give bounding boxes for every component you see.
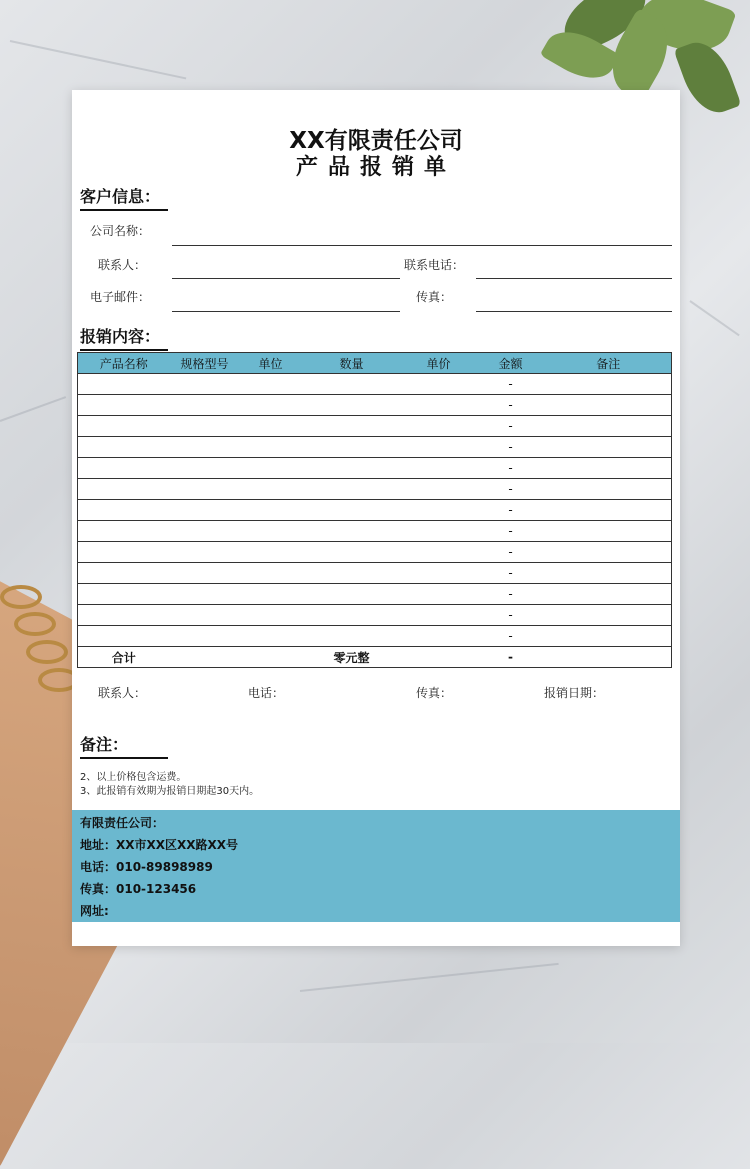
table-cell[interactable] — [302, 395, 402, 416]
table-cell[interactable] — [546, 479, 672, 500]
notebook-ring — [14, 612, 56, 636]
table-cell[interactable] — [240, 542, 302, 563]
contact-field[interactable] — [172, 278, 400, 279]
table-cell[interactable] — [78, 584, 170, 605]
table-row — [78, 542, 672, 563]
note-line: 3、此报销有效期为报销日期起30天内。 — [80, 786, 260, 797]
table-row — [78, 458, 672, 479]
table-row — [78, 584, 672, 605]
notebook-ring — [26, 640, 68, 664]
table-cell[interactable] — [402, 626, 476, 647]
signoff-contact-label: 联系人： — [98, 686, 147, 700]
table-cell[interactable] — [546, 605, 672, 626]
marble-vein — [10, 40, 186, 79]
table-cell[interactable] — [402, 395, 476, 416]
table-cell[interactable] — [402, 521, 476, 542]
items-table — [77, 352, 672, 668]
table-cell[interactable] — [546, 563, 672, 584]
table-row — [78, 521, 672, 542]
table-cell[interactable] — [546, 416, 672, 437]
table-cell[interactable] — [78, 374, 170, 395]
table-row — [78, 605, 672, 626]
table-cell[interactable] — [402, 479, 476, 500]
table-cell[interactable] — [240, 500, 302, 521]
notes-heading: 备注： — [80, 732, 168, 759]
note-line: 2、以上价格包含运费。 — [80, 772, 187, 783]
email-field[interactable] — [172, 311, 400, 312]
table-cell[interactable] — [240, 374, 302, 395]
table-cell[interactable] — [546, 395, 672, 416]
table-cell[interactable] — [170, 416, 240, 437]
table-row — [78, 500, 672, 521]
table-cell[interactable] — [78, 626, 170, 647]
table-cell[interactable] — [170, 563, 240, 584]
total-amount-words: 零元整 — [333, 650, 370, 665]
table-cell[interactable] — [302, 458, 402, 479]
table-cell — [170, 647, 240, 668]
table-cell[interactable]: - — [476, 416, 546, 437]
table-cell[interactable] — [546, 437, 672, 458]
table-cell[interactable] — [546, 542, 672, 563]
table-cell[interactable] — [546, 374, 672, 395]
table-cell[interactable] — [240, 521, 302, 542]
table-cell[interactable]: - — [476, 479, 546, 500]
table-cell[interactable]: - — [476, 605, 546, 626]
table-cell[interactable] — [546, 521, 672, 542]
form-paper — [72, 90, 680, 946]
table-cell[interactable] — [302, 605, 402, 626]
table-cell[interactable] — [402, 416, 476, 437]
table-cell[interactable] — [302, 416, 402, 437]
table-cell[interactable] — [240, 395, 302, 416]
contact-address: 地址：XX市XX区XX路XX号 — [80, 838, 239, 852]
table-cell[interactable] — [78, 458, 170, 479]
marble-vein — [300, 963, 559, 992]
table-cell[interactable] — [302, 584, 402, 605]
items-heading: 报销内容： — [80, 324, 168, 351]
table-cell[interactable] — [302, 479, 402, 500]
table-cell[interactable] — [78, 521, 170, 542]
table-cell[interactable] — [546, 458, 672, 479]
table-cell[interactable] — [170, 500, 240, 521]
table-header-row — [78, 353, 672, 374]
table-cell[interactable] — [402, 605, 476, 626]
table-row — [78, 437, 672, 458]
table-cell[interactable] — [170, 521, 240, 542]
table-cell — [240, 647, 302, 668]
table-cell[interactable]: - — [476, 437, 546, 458]
table-cell[interactable] — [402, 500, 476, 521]
table-cell[interactable] — [78, 563, 170, 584]
table-cell[interactable]: - — [476, 374, 546, 395]
table-cell[interactable] — [170, 479, 240, 500]
table-cell — [546, 647, 672, 668]
table-cell[interactable] — [78, 605, 170, 626]
company-name-field[interactable] — [172, 245, 672, 246]
table-cell[interactable] — [402, 374, 476, 395]
table-cell[interactable] — [402, 563, 476, 584]
table-cell[interactable] — [546, 626, 672, 647]
table-cell[interactable]: - — [476, 584, 546, 605]
signoff-fax-label: 传真： — [416, 686, 453, 700]
table-cell[interactable] — [240, 563, 302, 584]
table-row — [78, 374, 672, 395]
table-cell[interactable] — [78, 479, 170, 500]
fax-label: 传真： — [416, 290, 453, 304]
table-row — [78, 416, 672, 437]
table-cell[interactable] — [78, 395, 170, 416]
table-row — [78, 479, 672, 500]
contact-website: 网址: — [80, 904, 109, 918]
table-cell[interactable] — [302, 437, 402, 458]
contact-fax: 传真：010-123456 — [80, 882, 197, 896]
table-cell[interactable] — [302, 563, 402, 584]
table-cell[interactable] — [170, 395, 240, 416]
contact-box — [72, 810, 680, 922]
table-cell[interactable]: - — [476, 521, 546, 542]
table-cell[interactable] — [240, 584, 302, 605]
contact-label: 联系人： — [98, 258, 147, 272]
phone-label: 联系电话： — [404, 258, 465, 272]
table-cell[interactable]: - — [476, 542, 546, 563]
table-cell[interactable] — [402, 542, 476, 563]
table-cell[interactable] — [302, 626, 402, 647]
signoff-phone-label: 电话： — [248, 686, 285, 700]
table-cell[interactable] — [402, 584, 476, 605]
total-label: 合计 — [111, 650, 136, 665]
column-header: 规格型号 — [170, 353, 240, 374]
table-cell[interactable] — [402, 458, 476, 479]
table-cell[interactable] — [170, 542, 240, 563]
column-header: 金额 — [476, 353, 546, 374]
table-cell[interactable] — [170, 605, 240, 626]
company-title: XX有限责任公司 — [289, 128, 463, 154]
table-cell[interactable] — [240, 626, 302, 647]
phone-field[interactable] — [476, 278, 672, 279]
notebook-ring — [0, 585, 42, 609]
table-cell[interactable] — [170, 458, 240, 479]
table-cell[interactable]: - — [476, 563, 546, 584]
table-cell[interactable] — [78, 542, 170, 563]
table-cell[interactable] — [240, 437, 302, 458]
table-row — [78, 395, 672, 416]
column-header: 单位 — [240, 353, 302, 374]
table-cell[interactable]: - — [476, 458, 546, 479]
table-cell[interactable] — [240, 458, 302, 479]
contact-phone: 电话：010-89898989 — [80, 860, 213, 874]
company-name-label: 公司名称： — [90, 224, 151, 238]
table-cell[interactable]: - — [476, 626, 546, 647]
total-amount: - — [508, 650, 513, 664]
form-title: 产品报销单 — [295, 155, 456, 180]
table-cell[interactable] — [302, 521, 402, 542]
table-cell[interactable] — [170, 437, 240, 458]
table-cell[interactable] — [78, 437, 170, 458]
table-cell[interactable] — [78, 500, 170, 521]
table-cell[interactable]: - — [476, 500, 546, 521]
total-row — [78, 647, 672, 668]
table-cell[interactable] — [402, 437, 476, 458]
column-header: 数量 — [302, 353, 402, 374]
column-header: 单价 — [402, 353, 476, 374]
table-cell[interactable] — [240, 479, 302, 500]
table-cell[interactable] — [302, 500, 402, 521]
table-cell[interactable] — [546, 500, 672, 521]
plant-leaf — [674, 35, 742, 121]
column-header: 产品名称 — [78, 353, 170, 374]
table-cell[interactable] — [78, 416, 170, 437]
table-cell[interactable] — [240, 605, 302, 626]
fax-field[interactable] — [476, 311, 672, 312]
marble-vein — [0, 396, 66, 422]
table-cell[interactable] — [240, 416, 302, 437]
customer-info-heading: 客户信息： — [80, 184, 168, 211]
table-cell[interactable] — [170, 626, 240, 647]
marble-vein — [689, 300, 739, 336]
signoff-date-label: 报销日期： — [544, 686, 605, 700]
table-cell — [402, 647, 476, 668]
table-cell[interactable] — [170, 584, 240, 605]
table-cell[interactable] — [302, 374, 402, 395]
table-cell[interactable]: - — [476, 395, 546, 416]
table-cell[interactable] — [170, 374, 240, 395]
table-cell[interactable] — [302, 542, 402, 563]
column-header: 备注 — [546, 353, 672, 374]
contact-company: 有限责任公司： — [80, 816, 165, 830]
table-row — [78, 626, 672, 647]
email-label: 电子邮件： — [90, 290, 151, 304]
table-row — [78, 563, 672, 584]
table-cell[interactable] — [546, 584, 672, 605]
